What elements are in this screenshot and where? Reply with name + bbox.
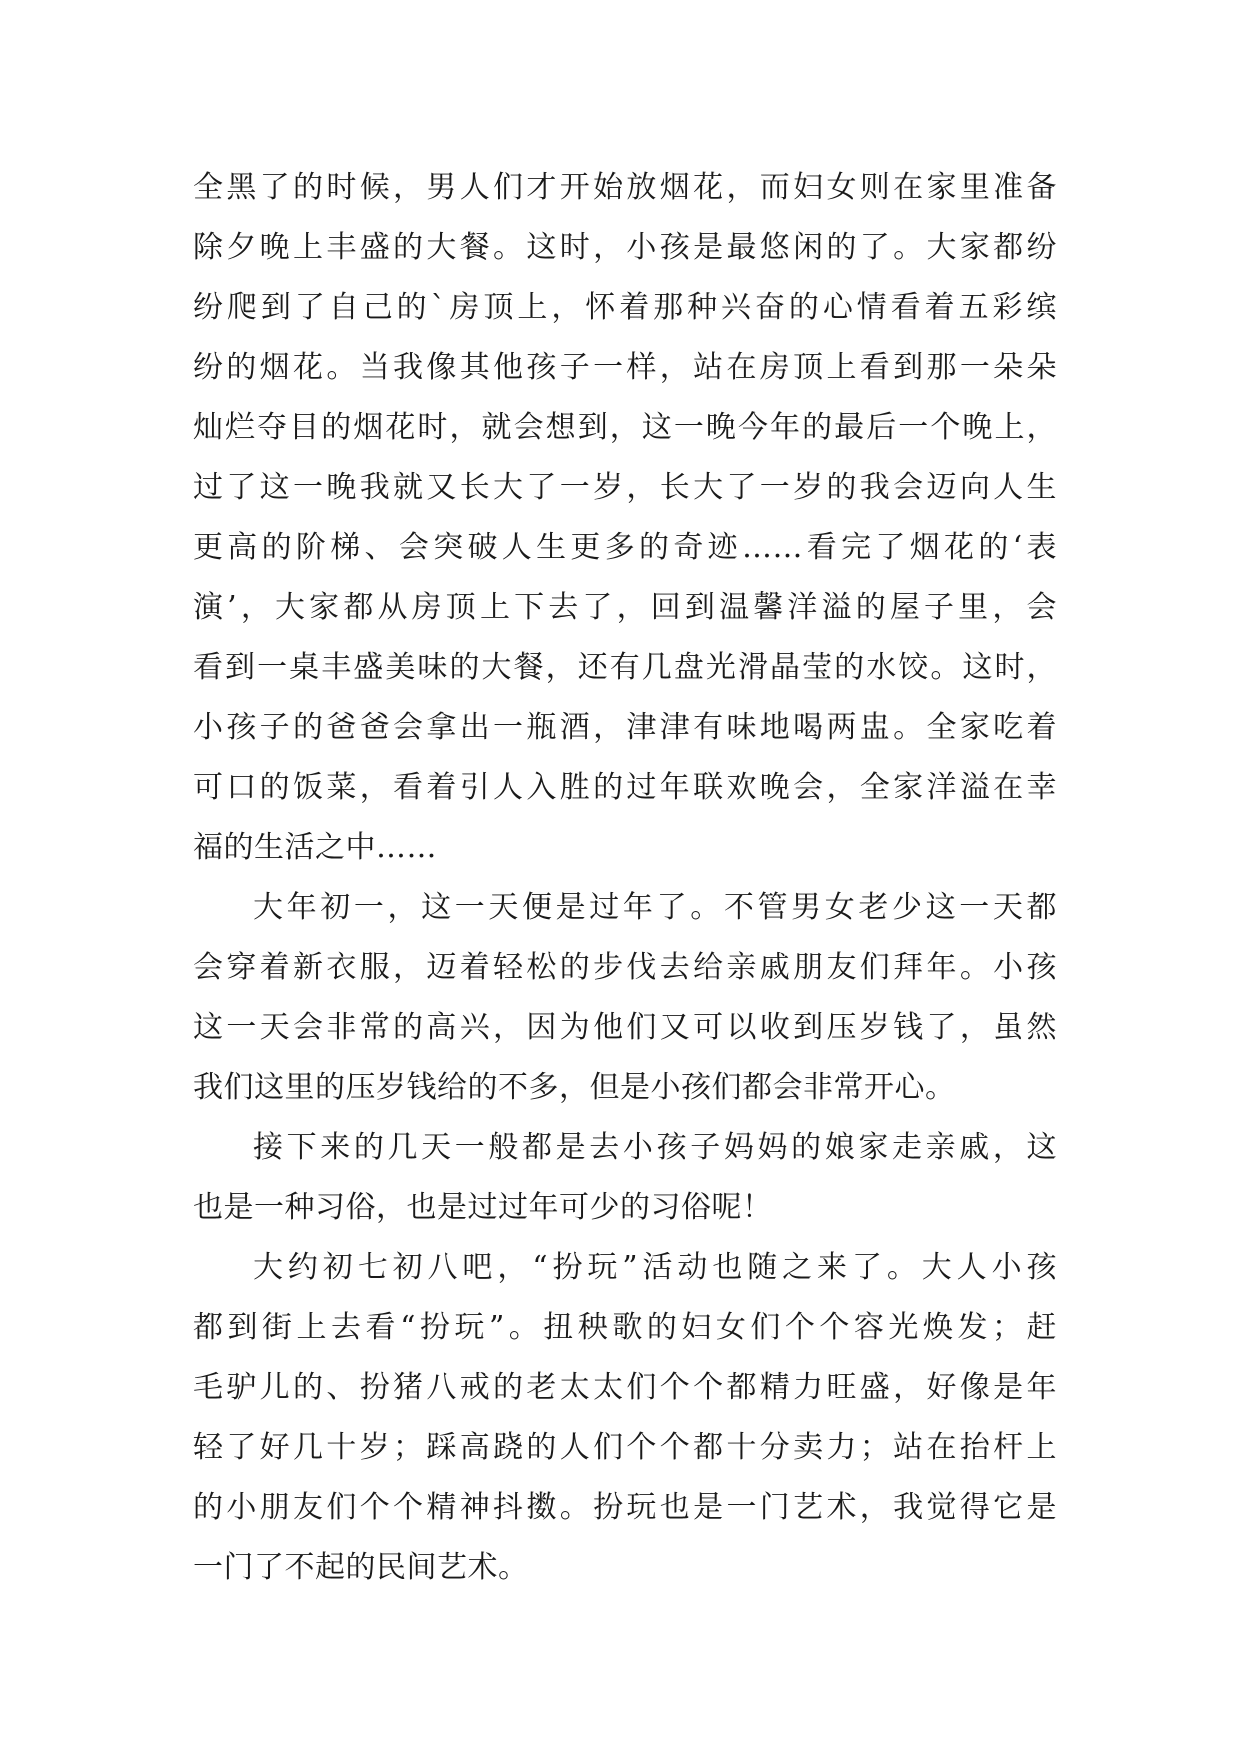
body-text xyxy=(193,158,1057,1598)
text-line: 看到一桌丰盛美味的大餐，还有几盘光滑晶莹的水饺。这时， xyxy=(193,650,1057,685)
text-line: 全黑了的时候，男人们才开始放烟花，而妇女则在家里准备 xyxy=(193,170,1057,205)
text-line: 过了这一晚我就又长大了一岁，长大了一岁的我会迈向人生 xyxy=(193,470,1057,505)
text-line: 一门了不起的民间艺术。 xyxy=(193,1550,529,1585)
text-line: 会穿着新衣服，迈着轻松的步伐去给亲戚朋友们拜年。小孩 xyxy=(193,950,1057,985)
text-line: 演’，大家都从房顶上下去了，回到温馨洋溢的屋子里，会 xyxy=(193,590,1057,625)
text-line: 纷的烟花。当我像其他孩子一样，站在房顶上看到那一朵朵 xyxy=(193,350,1057,385)
text-line: 大年初一，这一天便是过年了。不管男女老少这一天都 xyxy=(253,890,1057,925)
text-line: 福的生活之中…… xyxy=(193,830,437,865)
paragraph xyxy=(193,1118,1057,1238)
paragraph xyxy=(193,878,1057,1118)
text-line: 毛驴儿的、扮猪八戒的老太太们个个都精力旺盛，好像是年 xyxy=(193,1370,1057,1405)
text-line: 都到街上去看“扮玩”。扭秧歌的妇女们个个容光焕发；赶 xyxy=(193,1310,1057,1345)
text-line: 轻了好几十岁；踩高跷的人们个个都十分卖力；站在抬杆上 xyxy=(193,1430,1057,1465)
text-line: 灿烂夺目的烟花时，就会想到，这一晚今年的最后一个晚上， xyxy=(193,410,1057,445)
text-line: 大约初七初八吧，“扮玩”活动也随之来了。大人小孩 xyxy=(253,1250,1057,1285)
text-line: 接下来的几天一般都是去小孩子妈妈的娘家走亲戚，这 xyxy=(253,1130,1057,1165)
text-line: 更高的阶梯、会突破人生更多的奇迹……看完了烟花的‘表 xyxy=(193,530,1057,565)
text-line: 可口的饭菜，看着引人入胜的过年联欢晚会，全家洋溢在幸 xyxy=(193,770,1057,805)
text-line: 除夕晚上丰盛的大餐。这时，小孩是最悠闲的了。大家都纷 xyxy=(193,230,1057,265)
paragraph xyxy=(193,158,1057,878)
text-line: 这一天会非常的高兴，因为他们又可以收到压岁钱了，虽然 xyxy=(193,1010,1057,1045)
text-line: 我们这里的压岁钱给的不多，但是小孩们都会非常开心。 xyxy=(193,1070,956,1105)
text-line: 小孩子的爸爸会拿出一瓶酒，津津有味地喝两盅。全家吃着 xyxy=(193,710,1057,745)
text-line: 纷爬到了自己的`房顶上，怀着那种兴奋的心情看着五彩缤 xyxy=(193,290,1057,325)
text-line: 的小朋友们个个精神抖擞。扮玩也是一门艺术，我觉得它是 xyxy=(193,1490,1057,1525)
paragraph xyxy=(193,1238,1057,1598)
text-line: 也是一种习俗，也是过过年可少的习俗呢！ xyxy=(193,1190,773,1225)
